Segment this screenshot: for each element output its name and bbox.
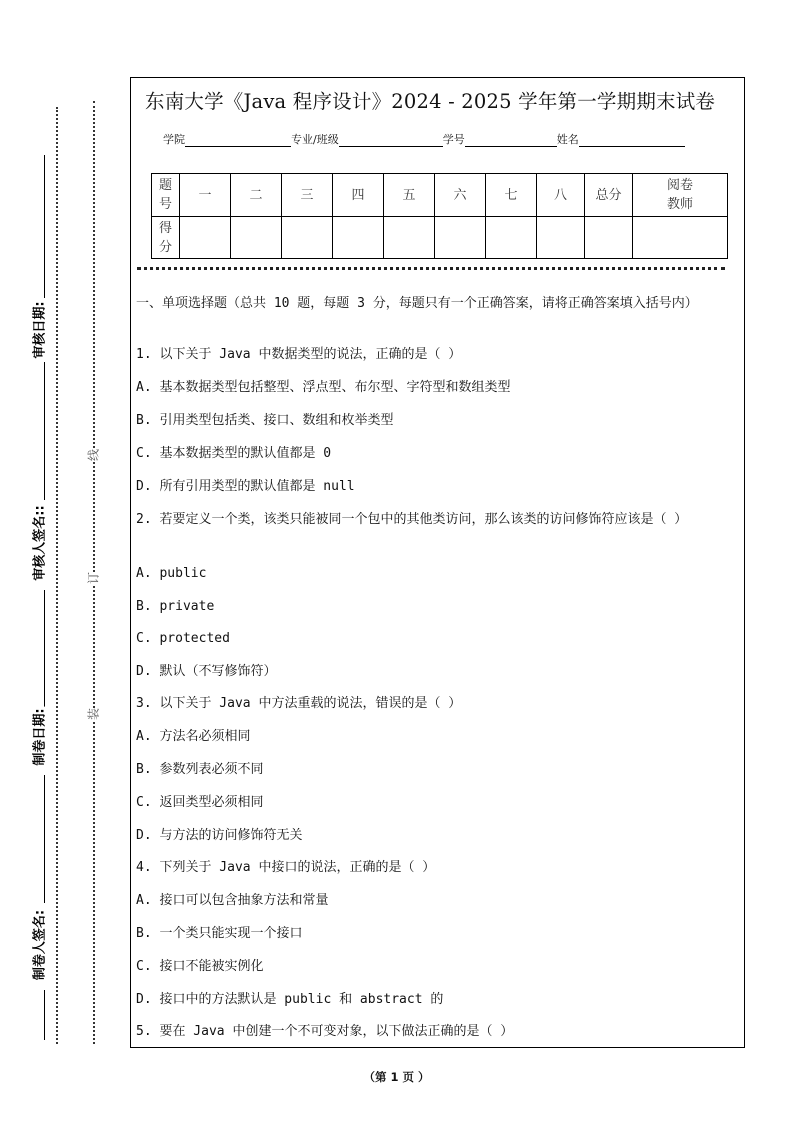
score-cell[interactable] bbox=[282, 217, 333, 259]
question-1-option-d: D. 所有引用类型的默认值都是 null bbox=[136, 479, 355, 494]
col-header: 三 bbox=[282, 174, 333, 217]
signature-line bbox=[44, 990, 45, 1040]
binding-char-bind: 装 bbox=[83, 708, 104, 720]
col-header-grader: 阅卷教师 bbox=[633, 174, 728, 217]
score-cell[interactable] bbox=[231, 217, 282, 259]
question-4-stem: 4. 下列关于 Java 中接口的说法，正确的是（ ） bbox=[136, 860, 436, 875]
score-cell[interactable] bbox=[435, 217, 486, 259]
col-header: 六 bbox=[435, 174, 486, 217]
student-info-row bbox=[163, 131, 685, 147]
binding-char-line: 线 bbox=[83, 449, 104, 461]
name-label: 姓名 bbox=[556, 133, 579, 146]
signature-line bbox=[44, 155, 45, 298]
question-1-stem: 1. 以下关于 Java 中数据类型的说法，正确的是（ ） bbox=[136, 347, 462, 362]
row-header-question-number: 题号 bbox=[152, 174, 180, 217]
question-4-option-b: B. 一个类只能实现一个接口 bbox=[136, 926, 303, 941]
score-cell[interactable] bbox=[333, 217, 384, 259]
paper-maker-signature-label: 制卷人签名: bbox=[29, 908, 48, 982]
question-2-option-a: A. public bbox=[136, 566, 207, 581]
college-field[interactable] bbox=[185, 134, 291, 147]
question-2-option-c: C. protected bbox=[136, 631, 230, 646]
col-header: 七 bbox=[486, 174, 537, 217]
question-2-stem: 2. 若要定义一个类，该类只能被同一个包中的其他类访问，那么该类的访问修饰符应该是（ ） bbox=[136, 512, 688, 527]
name-field[interactable] bbox=[579, 134, 685, 147]
binding-char-staple: 订 bbox=[83, 572, 104, 584]
page-number: （第 1 页 ） bbox=[363, 1070, 430, 1084]
score-table bbox=[151, 173, 728, 259]
score-row bbox=[152, 217, 728, 259]
question-1-option-c: C. 基本数据类型的默认值都是 0 bbox=[136, 446, 332, 461]
paper-made-date-label: 制卷日期: bbox=[29, 706, 48, 767]
major-class-field[interactable] bbox=[339, 134, 443, 147]
col-header: 五 bbox=[384, 174, 435, 217]
question-number-row bbox=[152, 174, 728, 217]
score-cell-grader[interactable] bbox=[633, 217, 728, 259]
score-cell[interactable] bbox=[180, 217, 231, 259]
col-header: 八 bbox=[537, 174, 585, 217]
question-4-option-c: C. 接口不能被实例化 bbox=[136, 959, 264, 974]
col-header: 一 bbox=[180, 174, 231, 217]
question-4-option-d: D. 接口中的方法默认是 public 和 abstract 的 bbox=[136, 992, 444, 1007]
reviewer-signature-label: 审核人签名:: bbox=[29, 503, 48, 582]
exam-title: 东南大学《Java 程序设计》2024 - 2025 学年第一学期期末试卷 bbox=[145, 90, 716, 113]
question-2-option-b: B. private bbox=[136, 599, 215, 614]
section-heading: 一、单项选择题（总共 10 题，每题 3 分，每题只有一个正确答案，请将正确答案填入括号内） bbox=[136, 296, 698, 311]
student-id-label: 学号 bbox=[442, 133, 465, 146]
question-2-option-d: D. 默认（不写修饰符） bbox=[136, 664, 277, 679]
question-3-stem: 3. 以下关于 Java 中方法重载的说法，错误的是（ ） bbox=[136, 696, 462, 711]
question-3-option-a: A. 方法名必须相同 bbox=[136, 729, 251, 744]
question-3-option-d: D. 与方法的访问修饰符无关 bbox=[136, 828, 303, 843]
question-3-option-b: B. 参数列表必须不同 bbox=[136, 762, 264, 777]
question-5-stem: 5. 要在 Java 中创建一个不可变对象，以下做法正确的是（ ） bbox=[136, 1024, 514, 1039]
question-3-option-c: C. 返回类型必须相同 bbox=[136, 795, 264, 810]
score-cell[interactable] bbox=[537, 217, 585, 259]
binding-dotted-line bbox=[56, 107, 58, 1044]
signature-line bbox=[44, 775, 45, 903]
col-header: 总分 bbox=[585, 174, 633, 217]
question-1-option-b: B. 引用类型包括类、接口、数组和枚举类型 bbox=[136, 413, 394, 428]
section-divider bbox=[137, 267, 725, 270]
score-cell[interactable] bbox=[384, 217, 435, 259]
student-id-field[interactable] bbox=[465, 134, 557, 147]
question-4-option-a: A. 接口可以包含抽象方法和常量 bbox=[136, 893, 329, 908]
review-date-label: 审核日期: bbox=[29, 299, 48, 360]
col-header: 二 bbox=[231, 174, 282, 217]
signature-line bbox=[44, 362, 45, 500]
signature-line bbox=[44, 590, 45, 710]
score-cell-total[interactable] bbox=[585, 217, 633, 259]
row-header-score: 得分 bbox=[152, 217, 180, 259]
major-class-label: 专业/班级 bbox=[291, 133, 339, 146]
college-label: 学院 bbox=[163, 133, 185, 146]
question-1-option-a: A. 基本数据类型包括整型、浮点型、布尔型、字符型和数组类型 bbox=[136, 380, 511, 395]
col-header: 四 bbox=[333, 174, 384, 217]
score-cell[interactable] bbox=[486, 217, 537, 259]
